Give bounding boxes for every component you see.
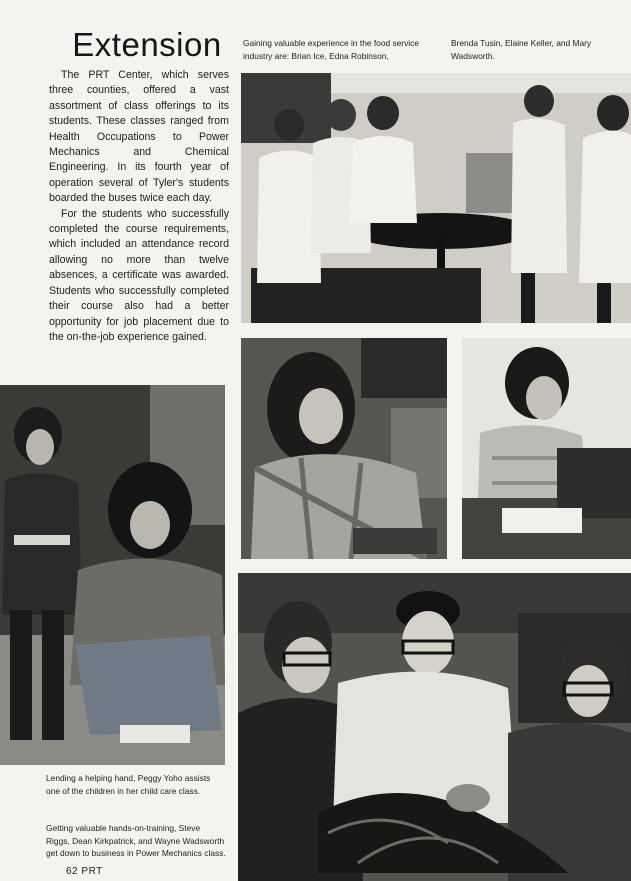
photo-student-reading xyxy=(241,338,447,559)
caption-food-service-right: Brenda Tusin, Elaine Keller, and Mary Wadsworth. xyxy=(451,38,592,61)
article-body xyxy=(49,68,229,345)
photo-child-care xyxy=(0,385,225,765)
page-folio: 62 PRT xyxy=(66,866,103,877)
photo-power-mechanics xyxy=(238,573,631,881)
paragraph-1: The PRT Center, which serves three counties, offered a vast assortment of class offerings to its students. These classes ranged from Health Occupations to Power Mechanics and Chemical Engineering. In its fourth year of operation several of Tyler's students boarded the buses twice each day. xyxy=(49,69,229,205)
photo-food-service xyxy=(241,73,631,323)
caption-child-care: Lending a helping hand, Peggy Yoho assists one of the children in her child care class. xyxy=(46,773,211,796)
caption-power-mechanics: Getting valuable hands-on-training, Steve Riggs, Dean Kirkpatrick, and Wayne Wadsworth get down to business in Power Mechanics class. xyxy=(46,823,226,859)
photo-student-typing xyxy=(462,338,631,559)
caption-food-service-left: Gaining valuable experience in the food service industry are: Brian Ice, Edna Robinson, xyxy=(243,38,419,61)
paragraph-2: For the students who successfully completed the course requirements, which included an attendance record allowing no more than twelve absences, a certificate was awarded. Students who successfully completed their course also had a better opportunity for job placement due to the on-the-job experience gained. xyxy=(49,207,229,343)
page-title: Extension xyxy=(72,26,222,63)
